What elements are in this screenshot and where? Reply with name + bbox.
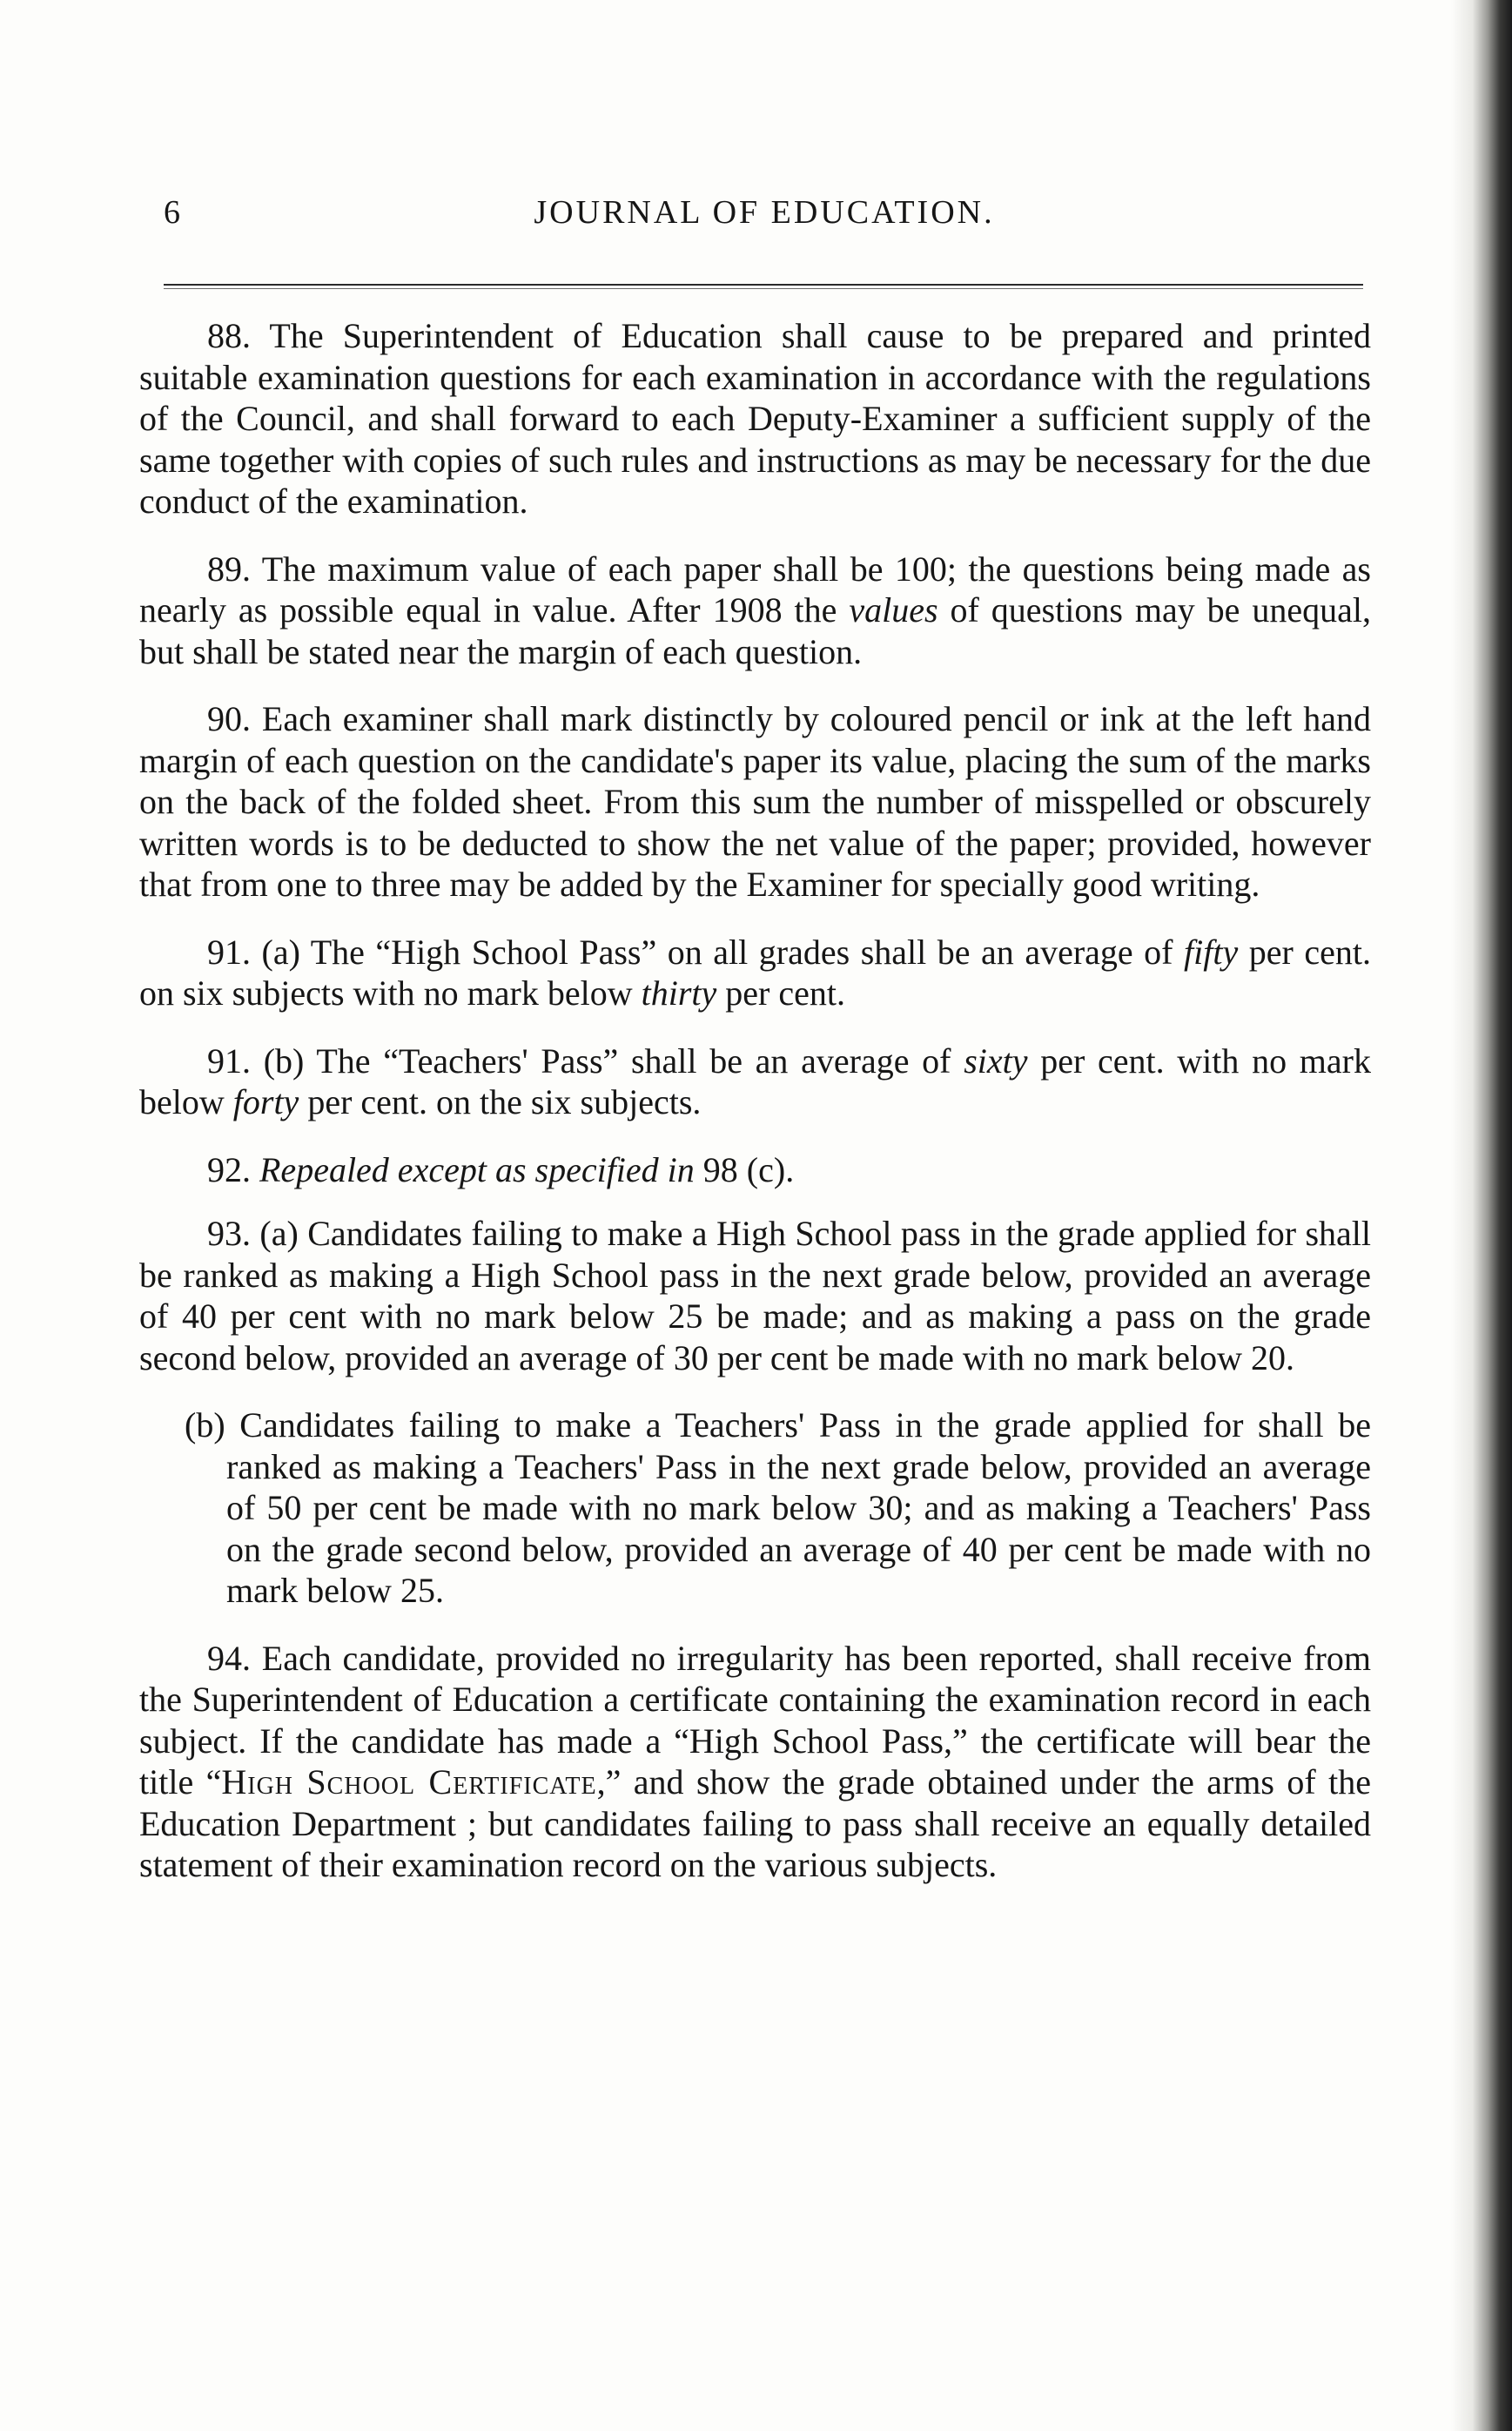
paragraph-94: [139, 1638, 1371, 1886]
paragraph-94-text: 94. Each candidate, provided no irregularity has been reported, shall receive from the Superintendent of Education a certificate containing the examination record in each subject. If the candidate has made a “High School Pass,” the certificate will bear the title “: [139, 1638, 1371, 1801]
paragraph-91b-text-end: per cent. on the six subjects.: [299, 1082, 702, 1121]
paragraph-91a-text-end: per cent.: [716, 973, 845, 1013]
certificate-title: High School Certificate: [221, 1762, 597, 1801]
paragraph-92-number: 92.: [207, 1149, 259, 1189]
page-edge-shadow: [1451, 0, 1512, 2431]
paragraph-92-emphasis: Repealed except as specified in: [259, 1149, 695, 1189]
paragraph-89-text: 89. The maximum value of each paper shall be 100; the questions being made as nearly as possible equal in value. After 1908 the: [139, 549, 1371, 630]
body-text: [139, 315, 1371, 1912]
paragraph-91a: [139, 932, 1371, 1014]
paragraph-91a-text: 91. (a) The “High School Pass” on all grades shall be an average of: [207, 932, 1185, 972]
paragraph-91b-text: 91. (b) The “Teachers' Pass” shall be an average of: [207, 1040, 964, 1081]
paragraph-89-text-end: of questions may be unequal, but shall be stated near the margin of each question.: [139, 590, 1371, 671]
paragraph-91b-emphasis-2: forty: [232, 1082, 299, 1121]
paragraph-91b-emphasis-1: sixty: [964, 1040, 1028, 1081]
paragraph-94-text-end: ,” and show the grade obtained under the arms of the Education Department ; but candidates failing to pass shall receive an equally detailed statement of their examination record on the various subjects.: [139, 1762, 1371, 1884]
paragraph-89-emphasis: values: [849, 590, 938, 630]
page-header: [164, 193, 1365, 246]
paragraph-93b: (b) Candidates failing to make a Teachers' Pass in the grade applied for shall be ranked as making a Teachers' Pass in the next grade below, provided an average of 50 per cent be made with no mark below 30; and as making a Teachers' Pass on the grade second below, provided an average of 40 per cent be made with no mark below 25.: [185, 1405, 1371, 1610]
header-rule-thin: [164, 288, 1363, 289]
paragraph-91a-text-2: per cent. on six subjects with no mark below: [139, 932, 1371, 1013]
paragraph-92-text-end: 98 (c).: [694, 1149, 795, 1189]
paragraph-93a: 93. (a) Candidates failing to make a High School pass in the grade applied for shall be ranked as making a High School pass in the next grade below, provided an average of 40 per cent with no mark below 25 be made; and as making a pass on the grade second below, provided an average of 30 per cent be made with no mark below 20.: [139, 1214, 1371, 1377]
paragraph-90: 90. Each examiner shall mark distinctly by coloured pencil or ink at the left hand margin of each question on the candidate's paper its value, placing the sum of the marks on the back of the folded sheet. From this sum the number of misspelled or obscurely written words is to be deducted to show the net value of the paper; provided, however that from one to three may be added by the Examiner for specially good writing.: [139, 699, 1371, 904]
page-number: 6: [164, 194, 181, 231]
paragraph-91b-text-2: per cent. with no mark below: [139, 1040, 1371, 1121]
paragraph-88: 88. The Superintendent of Education shall cause to be prepared and printed suitable examination questions for each examination in accordance with the regulations of the Council, and shall forward to each Deputy-Examiner a sufficient supply of the same together with copies of such rules and instructions as may be necessary for the due conduct of the examination.: [139, 316, 1371, 521]
paragraph-91a-emphasis-2: thirty: [641, 973, 717, 1013]
paragraph-91a-emphasis-1: fifty: [1184, 932, 1239, 972]
running-head: JOURNAL OF EDUCATION.: [534, 194, 995, 231]
header-rule: [164, 284, 1363, 286]
paragraph-91b: [139, 1040, 1371, 1123]
paragraph-89: [139, 549, 1371, 673]
paragraph-92: [139, 1149, 1371, 1191]
